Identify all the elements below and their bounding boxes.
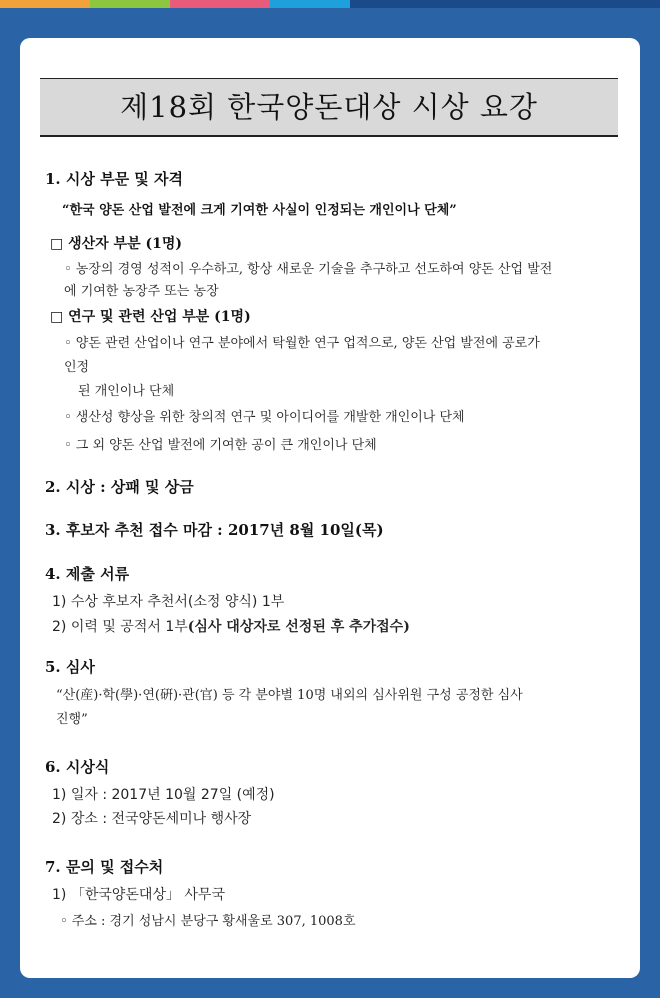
color-bar-orange (0, 0, 90, 8)
section-6-title: 6. 시상식 (45, 758, 110, 776)
contact-office: 1) 「한국양돈대상」 사무국 (52, 887, 225, 903)
document-item-note: (심사 대상자로 선정된 후 추가접수) (187, 619, 410, 635)
document-item (52, 616, 410, 636)
category-research-line: ◦ 생산성 향상을 위한 창의적 연구 및 아이디어를 개발한 개인이나 단체 (64, 410, 465, 425)
top-color-bar (0, 0, 660, 8)
review-description: 진행” (56, 712, 88, 727)
section-2-title: 2. 시상 : 상패 및 상금 (45, 478, 194, 496)
ceremony-venue: 2) 장소 : 전국양돈세미나 행사장 (52, 811, 252, 827)
document-item-text: 2) 이력 및 공적서 1부 (52, 619, 188, 635)
section-1-quote: “한국 양돈 산업 발전에 크게 기여한 사실이 인정되는 개인이나 단체” (62, 203, 457, 218)
category-producer-line: ◦ 농장의 경영 성적이 우수하고, 항상 새로운 기술을 추구하고 선도하여 양돈 산업 발전 (64, 262, 553, 277)
color-bar-pink (170, 0, 270, 8)
ceremony-date: 1) 일자 : 2017년 10월 27일 (예정) (52, 787, 275, 803)
category-research-line: 인정 (64, 360, 90, 375)
category-research-line: ◦ 양돈 관련 산업이나 연구 분야에서 탁월한 연구 업적으로, 양돈 산업 발전에 공로가 (64, 336, 540, 351)
category-research-title: □ 연구 및 관련 산업 부분 (1명) (50, 309, 251, 325)
color-bar-blue (270, 0, 350, 8)
document-card (20, 38, 640, 978)
section-5-title: 5. 심사 (45, 658, 95, 676)
section-7-title: 7. 문의 및 접수처 (45, 858, 164, 876)
review-description: “산(産)·학(學)·연(硏)·관(官) 등 각 분야별 10명 내외의 심사위원 구성 공정한 심사 (56, 688, 523, 703)
color-bar-navy (350, 0, 660, 8)
category-research-line: 된 개인이나 단체 (78, 384, 175, 399)
category-producer-line: 에 기여한 농장주 또는 농장 (64, 284, 219, 299)
category-research-line: ◦ 그 외 양돈 산업 발전에 기여한 공이 큰 개인이나 단체 (64, 438, 377, 453)
contact-address: ◦ 주소 : 경기 성남시 분당구 황새울로 307, 1008호 (60, 914, 356, 929)
section-3-title: 3. 후보자 추천 접수 마감 : 2017년 8월 10일(목) (45, 521, 384, 539)
category-producer-title: □ 생산자 부분 (1명) (50, 236, 182, 252)
document-item: 1) 수상 후보자 추천서(소정 양식) 1부 (52, 594, 285, 610)
section-1-title: 1. 시상 부문 및 자격 (45, 170, 183, 188)
page-title: 제18회 한국양돈대상 시상 요강 (40, 78, 618, 137)
color-bar-green (90, 0, 170, 8)
section-4-title: 4. 제출 서류 (45, 565, 130, 583)
